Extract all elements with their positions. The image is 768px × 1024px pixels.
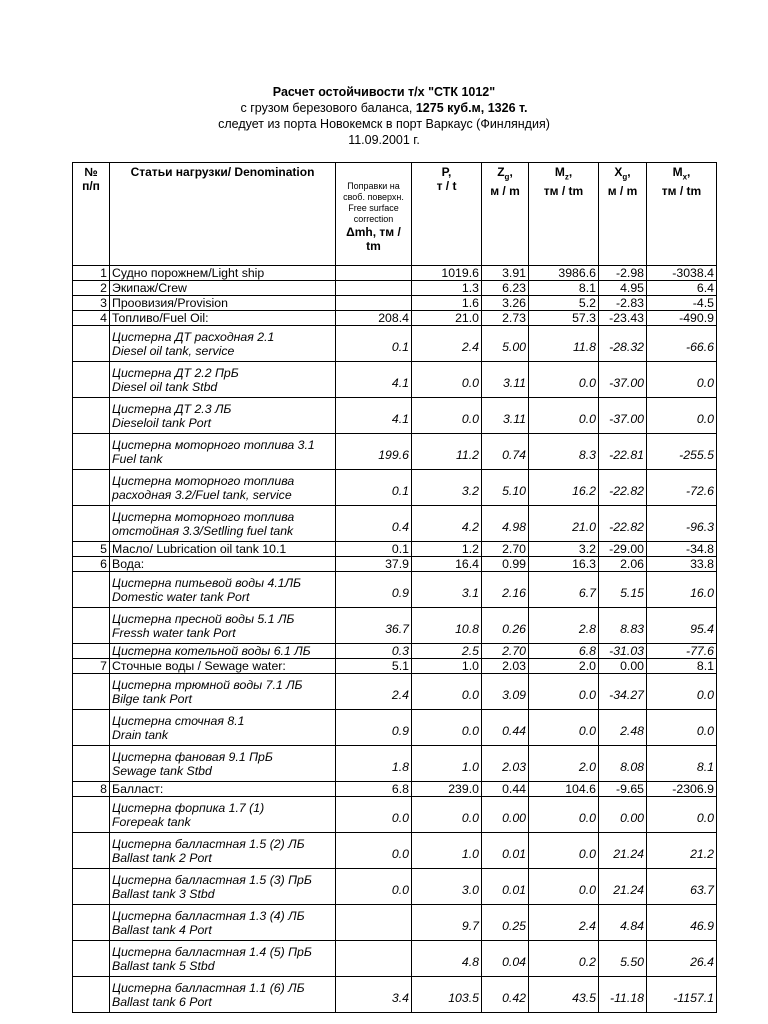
row-denomination: [110, 833, 336, 869]
row-p: 2.5: [412, 644, 482, 659]
table-row: [73, 869, 717, 905]
row-denomination: [110, 506, 336, 542]
row-number: 6: [73, 557, 110, 572]
row-fsc: 0.0: [336, 797, 412, 833]
row-denomination: [110, 434, 336, 470]
row-name-en: Diesel oil tank Stbd: [112, 379, 218, 394]
row-number: [73, 470, 110, 506]
table-row: [73, 644, 717, 659]
row-mx: -2306.9: [647, 782, 717, 797]
table-body: [73, 266, 717, 1013]
route-line: следует из порта Новокемск в порт Варкаус (Финляндия): [218, 117, 550, 131]
row-xg: 5.50: [599, 941, 647, 977]
row-number: 1: [73, 266, 110, 281]
row-fsc: [336, 266, 412, 281]
col-fsc-header: [336, 163, 412, 266]
row-name-en: Ballast tank 3 Stbd: [112, 886, 215, 901]
row-denomination: [110, 659, 336, 674]
row-fsc: 0.0: [336, 869, 412, 905]
row-mx: -66.6: [647, 326, 717, 362]
table-row: [73, 557, 717, 572]
row-name-ru: Цистерна моторного топлива: [112, 509, 295, 524]
row-mx: -255.5: [647, 434, 717, 470]
row-number: [73, 674, 110, 710]
row-mx: -4.5: [647, 296, 717, 311]
row-p: 16.4: [412, 557, 482, 572]
row-name-en: Fuel tank: [112, 451, 163, 466]
row-denomination: [110, 362, 336, 398]
row-mz: 43.5: [529, 977, 599, 1013]
row-fsc: 0.0: [336, 833, 412, 869]
row-denomination: [110, 398, 336, 434]
table-row: [73, 281, 717, 296]
cargo-amount: 1275 куб.м, 1326 т.: [415, 101, 528, 115]
row-number: [73, 608, 110, 644]
row-p: 1.6: [412, 296, 482, 311]
row-mz: 3.2: [529, 542, 599, 557]
row-mx: 0.0: [647, 710, 717, 746]
row-mx: 46.9: [647, 905, 717, 941]
table-row: [73, 434, 717, 470]
row-xg: 2.06: [599, 557, 647, 572]
row-fsc: 4.1: [336, 398, 412, 434]
row-mx: 21.2: [647, 833, 717, 869]
row-p: 0.0: [412, 797, 482, 833]
row-denomination: [110, 644, 336, 659]
row-name-en: Ballast tank 4 Port: [112, 922, 212, 937]
row-number: [73, 362, 110, 398]
row-mz: 0.0: [529, 797, 599, 833]
row-number: [73, 797, 110, 833]
row-mz: 57.3: [529, 311, 599, 326]
row-fsc: 208.4: [336, 311, 412, 326]
row-p: 1.3: [412, 281, 482, 296]
row-number: [73, 746, 110, 782]
row-fsc: 1.8: [336, 746, 412, 782]
row-number: 2: [73, 281, 110, 296]
row-mx: 8.1: [647, 659, 717, 674]
row-zg: 5.10: [482, 470, 529, 506]
row-mx: 8.1: [647, 746, 717, 782]
document-title: Расчет остойчивости т/х "СТК 1012": [272, 85, 496, 99]
table-row: [73, 905, 717, 941]
row-name-en: Dieseloil tank Port: [112, 415, 212, 430]
row-mz: 0.0: [529, 674, 599, 710]
row-denomination: [110, 941, 336, 977]
row-xg: -29.00: [599, 542, 647, 557]
row-mx: 16.0: [647, 572, 717, 608]
row-name-ru: Балласт:: [112, 782, 164, 796]
row-name-ru: Вода:: [112, 557, 145, 571]
row-xg: -22.82: [599, 506, 647, 542]
row-p: 9.7: [412, 905, 482, 941]
row-fsc: 199.6: [336, 434, 412, 470]
fsc-header-unit: Δmh, тм / tm: [346, 225, 401, 253]
row-denomination: [110, 266, 336, 281]
row-zg: 0.25: [482, 905, 529, 941]
table-row: [73, 710, 717, 746]
row-name-en: Diesel oil tank, service: [112, 343, 235, 358]
row-mz: 16.2: [529, 470, 599, 506]
row-fsc: [336, 296, 412, 311]
row-mz: 2.0: [529, 746, 599, 782]
row-number: [73, 572, 110, 608]
row-p: 4.2: [412, 506, 482, 542]
row-denomination: [110, 572, 336, 608]
row-number: [73, 869, 110, 905]
row-mz: 0.2: [529, 941, 599, 977]
row-zg: 0.26: [482, 608, 529, 644]
row-fsc: 0.3: [336, 644, 412, 659]
row-xg: -9.65: [599, 782, 647, 797]
row-xg: -23.43: [599, 311, 647, 326]
row-name-ru: Цистерна котельной воды 6.1 ЛБ: [112, 644, 311, 658]
row-number: 8: [73, 782, 110, 797]
row-mx: -72.6: [647, 470, 717, 506]
row-xg: 2.48: [599, 710, 647, 746]
row-xg: -34.27: [599, 674, 647, 710]
row-xg: 8.83: [599, 608, 647, 644]
row-xg: 8.08: [599, 746, 647, 782]
row-name-en: Domestic water tank Port: [112, 589, 250, 604]
row-zg: 0.74: [482, 434, 529, 470]
row-number: [73, 398, 110, 434]
col-mx-header: $M_x$, тм / tm: [647, 163, 717, 266]
row-zg: 0.01: [482, 869, 529, 905]
row-fsc: 0.1: [336, 470, 412, 506]
row-xg: 4.84: [599, 905, 647, 941]
row-zg: 0.99: [482, 557, 529, 572]
row-number: [73, 326, 110, 362]
row-number: 4: [73, 311, 110, 326]
row-name-en: Bilge tank Port: [112, 691, 192, 706]
table-row: [73, 746, 717, 782]
row-mx: -1157.1: [647, 977, 717, 1013]
row-denomination: [110, 470, 336, 506]
row-denomination: [110, 782, 336, 797]
row-mz: 0.0: [529, 869, 599, 905]
row-number: 7: [73, 659, 110, 674]
row-zg: 3.26: [482, 296, 529, 311]
row-name-ru: Цистерна балластная 1.5 (3) ПрБ: [112, 872, 312, 887]
row-number: 3: [73, 296, 110, 311]
row-denomination: [110, 797, 336, 833]
row-mx: 33.8: [647, 557, 717, 572]
table-row: [73, 608, 717, 644]
row-name-ru: Топливо/Fuel Oil:: [112, 311, 209, 325]
row-denomination: [110, 905, 336, 941]
row-mx: 6.4: [647, 281, 717, 296]
row-zg: 2.70: [482, 542, 529, 557]
row-fsc: [336, 941, 412, 977]
row-mz: 0.0: [529, 398, 599, 434]
row-name-ru: Цистерна ДТ 2.3 ЛБ: [112, 401, 232, 416]
row-mz: 0.0: [529, 710, 599, 746]
row-xg: 21.24: [599, 869, 647, 905]
table-row: [73, 542, 717, 557]
row-mz: 2.8: [529, 608, 599, 644]
row-denomination: [110, 296, 336, 311]
row-name-ru: Цистерна ДТ расходная 2.1: [112, 329, 275, 344]
row-fsc: 0.1: [336, 542, 412, 557]
row-p: 1.0: [412, 659, 482, 674]
row-number: 5: [73, 542, 110, 557]
row-p: 239.0: [412, 782, 482, 797]
table-row: [73, 470, 717, 506]
row-denomination: [110, 710, 336, 746]
table-row: [73, 782, 717, 797]
row-name-ru: Цистерна питьевой воды 4.1ЛБ: [112, 575, 302, 590]
row-name-en: Ballast tank 2 Port: [112, 850, 212, 865]
row-zg: 3.91: [482, 266, 529, 281]
row-name-ru: Цистерна балластная 1.1 (6) ЛБ: [112, 980, 305, 995]
row-mx: 0.0: [647, 398, 717, 434]
row-name-ru: Цистерна фановая 9.1 ПрБ: [112, 749, 273, 764]
row-zg: 5.00: [482, 326, 529, 362]
row-p: 1019.6: [412, 266, 482, 281]
row-p: 0.0: [412, 362, 482, 398]
row-name-ru: Судно порожнем/Light ship: [112, 266, 265, 280]
row-mz: 16.3: [529, 557, 599, 572]
row-name-ru: Сточные воды / Sewage water:: [112, 659, 286, 673]
stability-table: [72, 162, 717, 1013]
table-row: [73, 362, 717, 398]
row-name-en: Forepeak tank: [112, 814, 191, 829]
row-fsc: 0.9: [336, 572, 412, 608]
row-zg: 3.09: [482, 674, 529, 710]
row-fsc: 37.9: [336, 557, 412, 572]
row-fsc: [336, 905, 412, 941]
row-p: 1.0: [412, 833, 482, 869]
row-zg: 0.01: [482, 833, 529, 869]
row-fsc: 0.4: [336, 506, 412, 542]
row-name-ru: Цистерна форпика 1.7 (1): [112, 800, 265, 815]
row-fsc: 2.4: [336, 674, 412, 710]
row-xg: 5.15: [599, 572, 647, 608]
row-name-en: Ballast tank 6 Port: [112, 994, 212, 1009]
row-zg: 3.11: [482, 362, 529, 398]
row-mz: 6.7: [529, 572, 599, 608]
table-row: [73, 326, 717, 362]
row-p: 11.2: [412, 434, 482, 470]
row-mx: 0.0: [647, 362, 717, 398]
table-row: [73, 941, 717, 977]
row-mz: 5.2: [529, 296, 599, 311]
row-number: [73, 977, 110, 1013]
row-zg: 0.42: [482, 977, 529, 1013]
row-zg: 2.73: [482, 311, 529, 326]
row-denomination: [110, 869, 336, 905]
col-mz-header: $M_z$, тм / tm: [529, 163, 599, 266]
row-zg: 0.44: [482, 782, 529, 797]
row-zg: 0.04: [482, 941, 529, 977]
row-denomination: [110, 674, 336, 710]
row-fsc: 3.4: [336, 977, 412, 1013]
row-number: [73, 644, 110, 659]
row-mx: 0.0: [647, 797, 717, 833]
row-name-ru: Цистерна моторного топлива: [112, 473, 295, 488]
table-header-row: [73, 163, 717, 266]
row-p: 0.0: [412, 398, 482, 434]
row-p: 2.4: [412, 326, 482, 362]
row-zg: 0.00: [482, 797, 529, 833]
row-mz: 21.0: [529, 506, 599, 542]
row-mx: 0.0: [647, 674, 717, 710]
row-p: 4.8: [412, 941, 482, 977]
row-name-ru: Цистерна балластная 1.4 (5) ПрБ: [112, 944, 312, 959]
row-fsc: 4.1: [336, 362, 412, 398]
row-denomination: [110, 311, 336, 326]
row-xg: -31.03: [599, 644, 647, 659]
row-name-en: расходная 3.2/Fuel tank, service: [112, 487, 292, 502]
row-name-en: Drain tank: [112, 727, 169, 742]
row-xg: -37.00: [599, 398, 647, 434]
document-header: [0, 84, 768, 148]
row-denomination: [110, 746, 336, 782]
row-xg: -2.83: [599, 296, 647, 311]
table-row: [73, 266, 717, 281]
row-p: 3.1: [412, 572, 482, 608]
row-xg: -22.81: [599, 434, 647, 470]
row-xg: -22.82: [599, 470, 647, 506]
row-p: 1.2: [412, 542, 482, 557]
cargo-line: [0, 100, 768, 116]
row-xg: 21.24: [599, 833, 647, 869]
row-p: 0.0: [412, 674, 482, 710]
row-p: 10.8: [412, 608, 482, 644]
col-no-header: № п/п: [73, 163, 110, 266]
row-name-ru: Проовизия/Provision: [112, 296, 228, 310]
table-row: [73, 311, 717, 326]
table-row: [73, 977, 717, 1013]
row-p: 21.0: [412, 311, 482, 326]
row-mz: 0.0: [529, 833, 599, 869]
cargo-text: с грузом березового баланса,: [240, 101, 416, 115]
row-mz: 0.0: [529, 362, 599, 398]
row-fsc: 6.8: [336, 782, 412, 797]
row-xg: 0.00: [599, 659, 647, 674]
table-row: [73, 296, 717, 311]
table-row: [73, 659, 717, 674]
row-name-ru: Цистерна балластная 1.5 (2) ЛБ: [112, 836, 305, 851]
row-number: [73, 506, 110, 542]
table-row: [73, 797, 717, 833]
fsc-header-text: Поправки на своб. поверхн. Free surface correction: [343, 181, 404, 224]
row-mz: 6.8: [529, 644, 599, 659]
row-zg: 2.16: [482, 572, 529, 608]
col-p-header: P, т / t: [412, 163, 482, 266]
col-zg-header: $Z_g$, м / m: [482, 163, 529, 266]
row-fsc: 0.1: [336, 326, 412, 362]
row-mz: 3986.6: [529, 266, 599, 281]
row-denomination: [110, 281, 336, 296]
row-name-ru: Цистерна трюмной воды 7.1 ЛБ: [112, 677, 303, 692]
row-mx: -96.3: [647, 506, 717, 542]
row-denomination: [110, 977, 336, 1013]
row-number: [73, 434, 110, 470]
row-denomination: [110, 542, 336, 557]
row-zg: 6.23: [482, 281, 529, 296]
row-fsc: 0.9: [336, 710, 412, 746]
row-denomination: [110, 326, 336, 362]
table-row: [73, 833, 717, 869]
col-denomination-header: Статьи нагрузки/ Denomination: [110, 163, 336, 266]
row-number: [73, 905, 110, 941]
row-xg: -28.32: [599, 326, 647, 362]
row-xg: -2.98: [599, 266, 647, 281]
row-name-en: Ballast tank 5 Stbd: [112, 958, 215, 973]
row-xg: -37.00: [599, 362, 647, 398]
row-name-ru: Цистерна пресной воды 5.1 ЛБ: [112, 611, 295, 626]
row-p: 103.5: [412, 977, 482, 1013]
row-zg: 4.98: [482, 506, 529, 542]
row-mx: 26.4: [647, 941, 717, 977]
row-name-ru: Масло/ Lubrication oil tank 10.1: [112, 542, 287, 556]
row-xg: -11.18: [599, 977, 647, 1013]
row-zg: 2.03: [482, 746, 529, 782]
row-mz: 8.3: [529, 434, 599, 470]
row-mx: -3038.4: [647, 266, 717, 281]
row-mx: -490.9: [647, 311, 717, 326]
row-name-ru: Экипаж/Crew: [112, 281, 187, 295]
row-mx: 95.4: [647, 608, 717, 644]
row-fsc: 5.1: [336, 659, 412, 674]
row-name-en: Sewage tank Stbd: [112, 763, 212, 778]
row-number: [73, 710, 110, 746]
row-mz: 104.6: [529, 782, 599, 797]
row-p: 0.0: [412, 710, 482, 746]
row-mz: 2.4: [529, 905, 599, 941]
date-line: 11.09.2001 г.: [348, 133, 420, 147]
table-row: [73, 572, 717, 608]
row-number: [73, 833, 110, 869]
row-mx: 63.7: [647, 869, 717, 905]
row-fsc: [336, 281, 412, 296]
row-xg: 0.00: [599, 797, 647, 833]
table-row: [73, 674, 717, 710]
row-name-ru: Цистерна балластная 1.3 (4) ЛБ: [112, 908, 305, 923]
row-xg: 4.95: [599, 281, 647, 296]
row-mx: -34.8: [647, 542, 717, 557]
col-xg-header: $X_g$, м / m: [599, 163, 647, 266]
row-p: 3.0: [412, 869, 482, 905]
row-p: 1.0: [412, 746, 482, 782]
row-denomination: [110, 608, 336, 644]
row-number: [73, 941, 110, 977]
row-name-en: отстойная 3.3/Setlling fuel tank: [112, 523, 294, 538]
row-zg: 2.03: [482, 659, 529, 674]
row-mz: 11.8: [529, 326, 599, 362]
row-mz: 8.1: [529, 281, 599, 296]
table-row: [73, 506, 717, 542]
row-fsc: 36.7: [336, 608, 412, 644]
row-name-ru: Цистерна моторного топлива 3.1: [112, 437, 315, 452]
row-denomination: [110, 557, 336, 572]
row-p: 3.2: [412, 470, 482, 506]
row-name-ru: Цистерна сточная 8.1: [112, 713, 245, 728]
row-zg: 3.11: [482, 398, 529, 434]
row-zg: 0.44: [482, 710, 529, 746]
row-name-ru: Цистерна ДТ 2.2 ПрБ: [112, 365, 239, 380]
table-row: [73, 398, 717, 434]
row-mz: 2.0: [529, 659, 599, 674]
row-name-en: Fressh water tank Port: [112, 625, 236, 640]
row-zg: 2.70: [482, 644, 529, 659]
row-mx: -77.6: [647, 644, 717, 659]
